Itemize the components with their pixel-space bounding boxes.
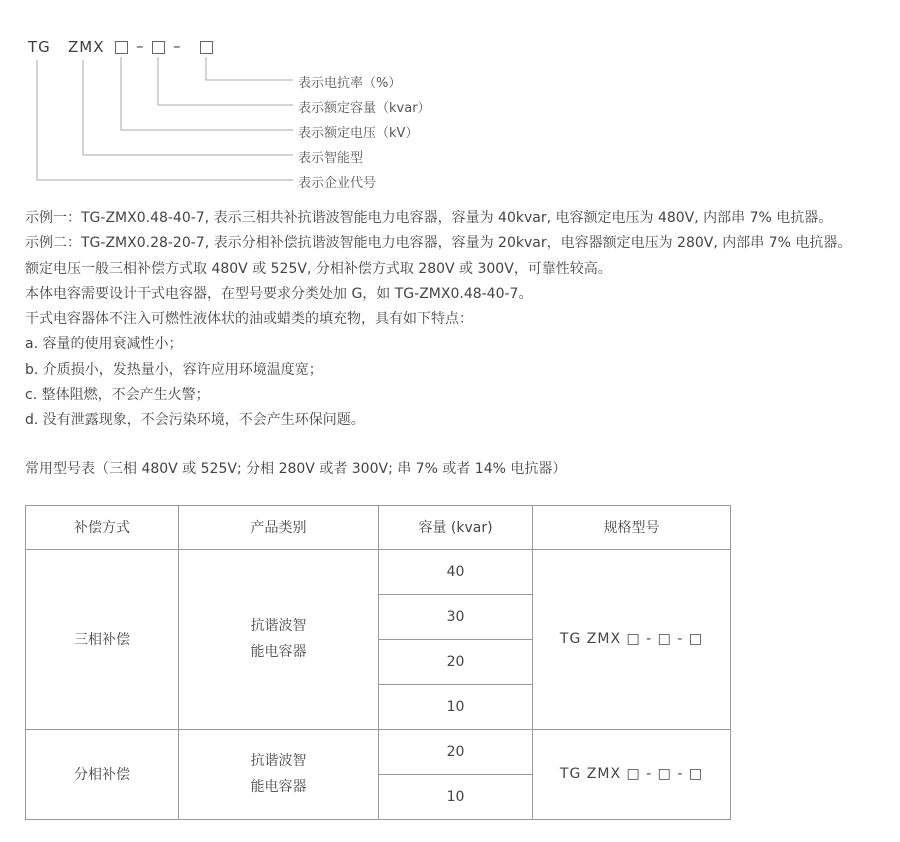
- header-product-category: 产品类别: [179, 505, 379, 549]
- connector-lines: [0, 0, 900, 200]
- feature-item-c: c. 整体阻燃，不会产生火警；: [25, 387, 210, 404]
- category-line: 能电容器: [250, 644, 307, 661]
- paragraph-example-2: 示例二：TG-ZMX0.28-20-7, 表示分相补偿抗谐波智能电力电容器，容量为 20kvar，电容器额定电压为 280V, 内部串 7% 电抗器。: [25, 235, 852, 252]
- description-paragraphs: [0, 200, 900, 434]
- feature-item-a: a. 容量的使用衰减性小；: [25, 336, 183, 353]
- cell-category-split-phase: [179, 729, 379, 819]
- cell-capacity: 40: [379, 549, 533, 594]
- diagram-label-capacity: 表示额定容量（kvar）: [298, 101, 431, 116]
- table-row: [26, 549, 731, 594]
- cell-capacity: 10: [379, 684, 533, 729]
- code-separator: –: [173, 37, 181, 55]
- category-line: 能电容器: [250, 779, 307, 796]
- cell-model-three-phase: TG ZMX □ - □ - □: [533, 549, 731, 729]
- code-separator: –: [136, 37, 144, 55]
- paragraph-dry-type: 本体电容需要设计干式电容器，在型号要求分类处加 G，如 TG-ZMX0.48-40-7。: [25, 285, 533, 302]
- cell-mode-split-phase: 分相补偿: [26, 729, 179, 819]
- header-compensation-mode: 补偿方式: [26, 505, 179, 549]
- header-capacity: 容量 (kvar): [379, 505, 533, 549]
- cell-model-split-phase: TG ZMX □ - □ - □: [533, 729, 731, 819]
- paragraph-features: 干式电容器体不注入可燃性液体状的油或蜡类的填充物，具有如下特点：: [25, 311, 473, 328]
- spec-table: [25, 505, 731, 820]
- code-box-reactance: [200, 41, 213, 54]
- code-box-capacity: [152, 41, 165, 54]
- table-caption: 常用型号表（三相 480V 或 525V; 分相 280V 或者 300V; 串 7% 或者 14% 电抗器）: [25, 460, 567, 477]
- feature-item-b: b. 介质损小，发热量小，容许应用环境温度宽；: [25, 361, 323, 378]
- header-model: 规格型号: [533, 505, 731, 549]
- cell-capacity: 20: [379, 729, 533, 774]
- paragraph-example-1: 示例一：TG-ZMX0.48-40-7, 表示三相共补抗谐波智能电力电容器，容量为 40kvar, 电容额定电压为 480V, 内部串 7% 电抗器。: [25, 210, 833, 226]
- cell-mode-three-phase: 三相补偿: [26, 549, 179, 729]
- diagram-label-reactance: 表示电抗率（%）: [298, 76, 402, 91]
- table-header-row: [26, 505, 731, 549]
- category-line: 抗谐波智: [250, 618, 307, 635]
- cell-category-three-phase: [179, 549, 379, 729]
- diagram-label-voltage: 表示额定电压（kV）: [298, 126, 419, 141]
- diagram-label-company: 表示企业代号: [298, 176, 377, 191]
- code-prefix-company: TG: [28, 38, 51, 56]
- model-code-diagram: [0, 0, 900, 200]
- category-line: 抗谐波智: [250, 753, 307, 770]
- code-box-voltage: [115, 41, 128, 54]
- table-row: [26, 729, 731, 774]
- cell-capacity: 30: [379, 594, 533, 639]
- paragraph-voltage: 额定电压一般三相补偿方式取 480V 或 525V, 分相补偿方式取 280V 或 300V，可靠性较高。: [25, 260, 612, 277]
- cell-capacity: 10: [379, 774, 533, 819]
- feature-item-d: d. 没有泄露现象，不会污染环境，不会产生环保问题。: [25, 412, 365, 429]
- diagram-label-smart: 表示智能型: [298, 151, 364, 166]
- cell-capacity: 20: [379, 639, 533, 684]
- code-prefix-type: ZMX: [68, 38, 105, 56]
